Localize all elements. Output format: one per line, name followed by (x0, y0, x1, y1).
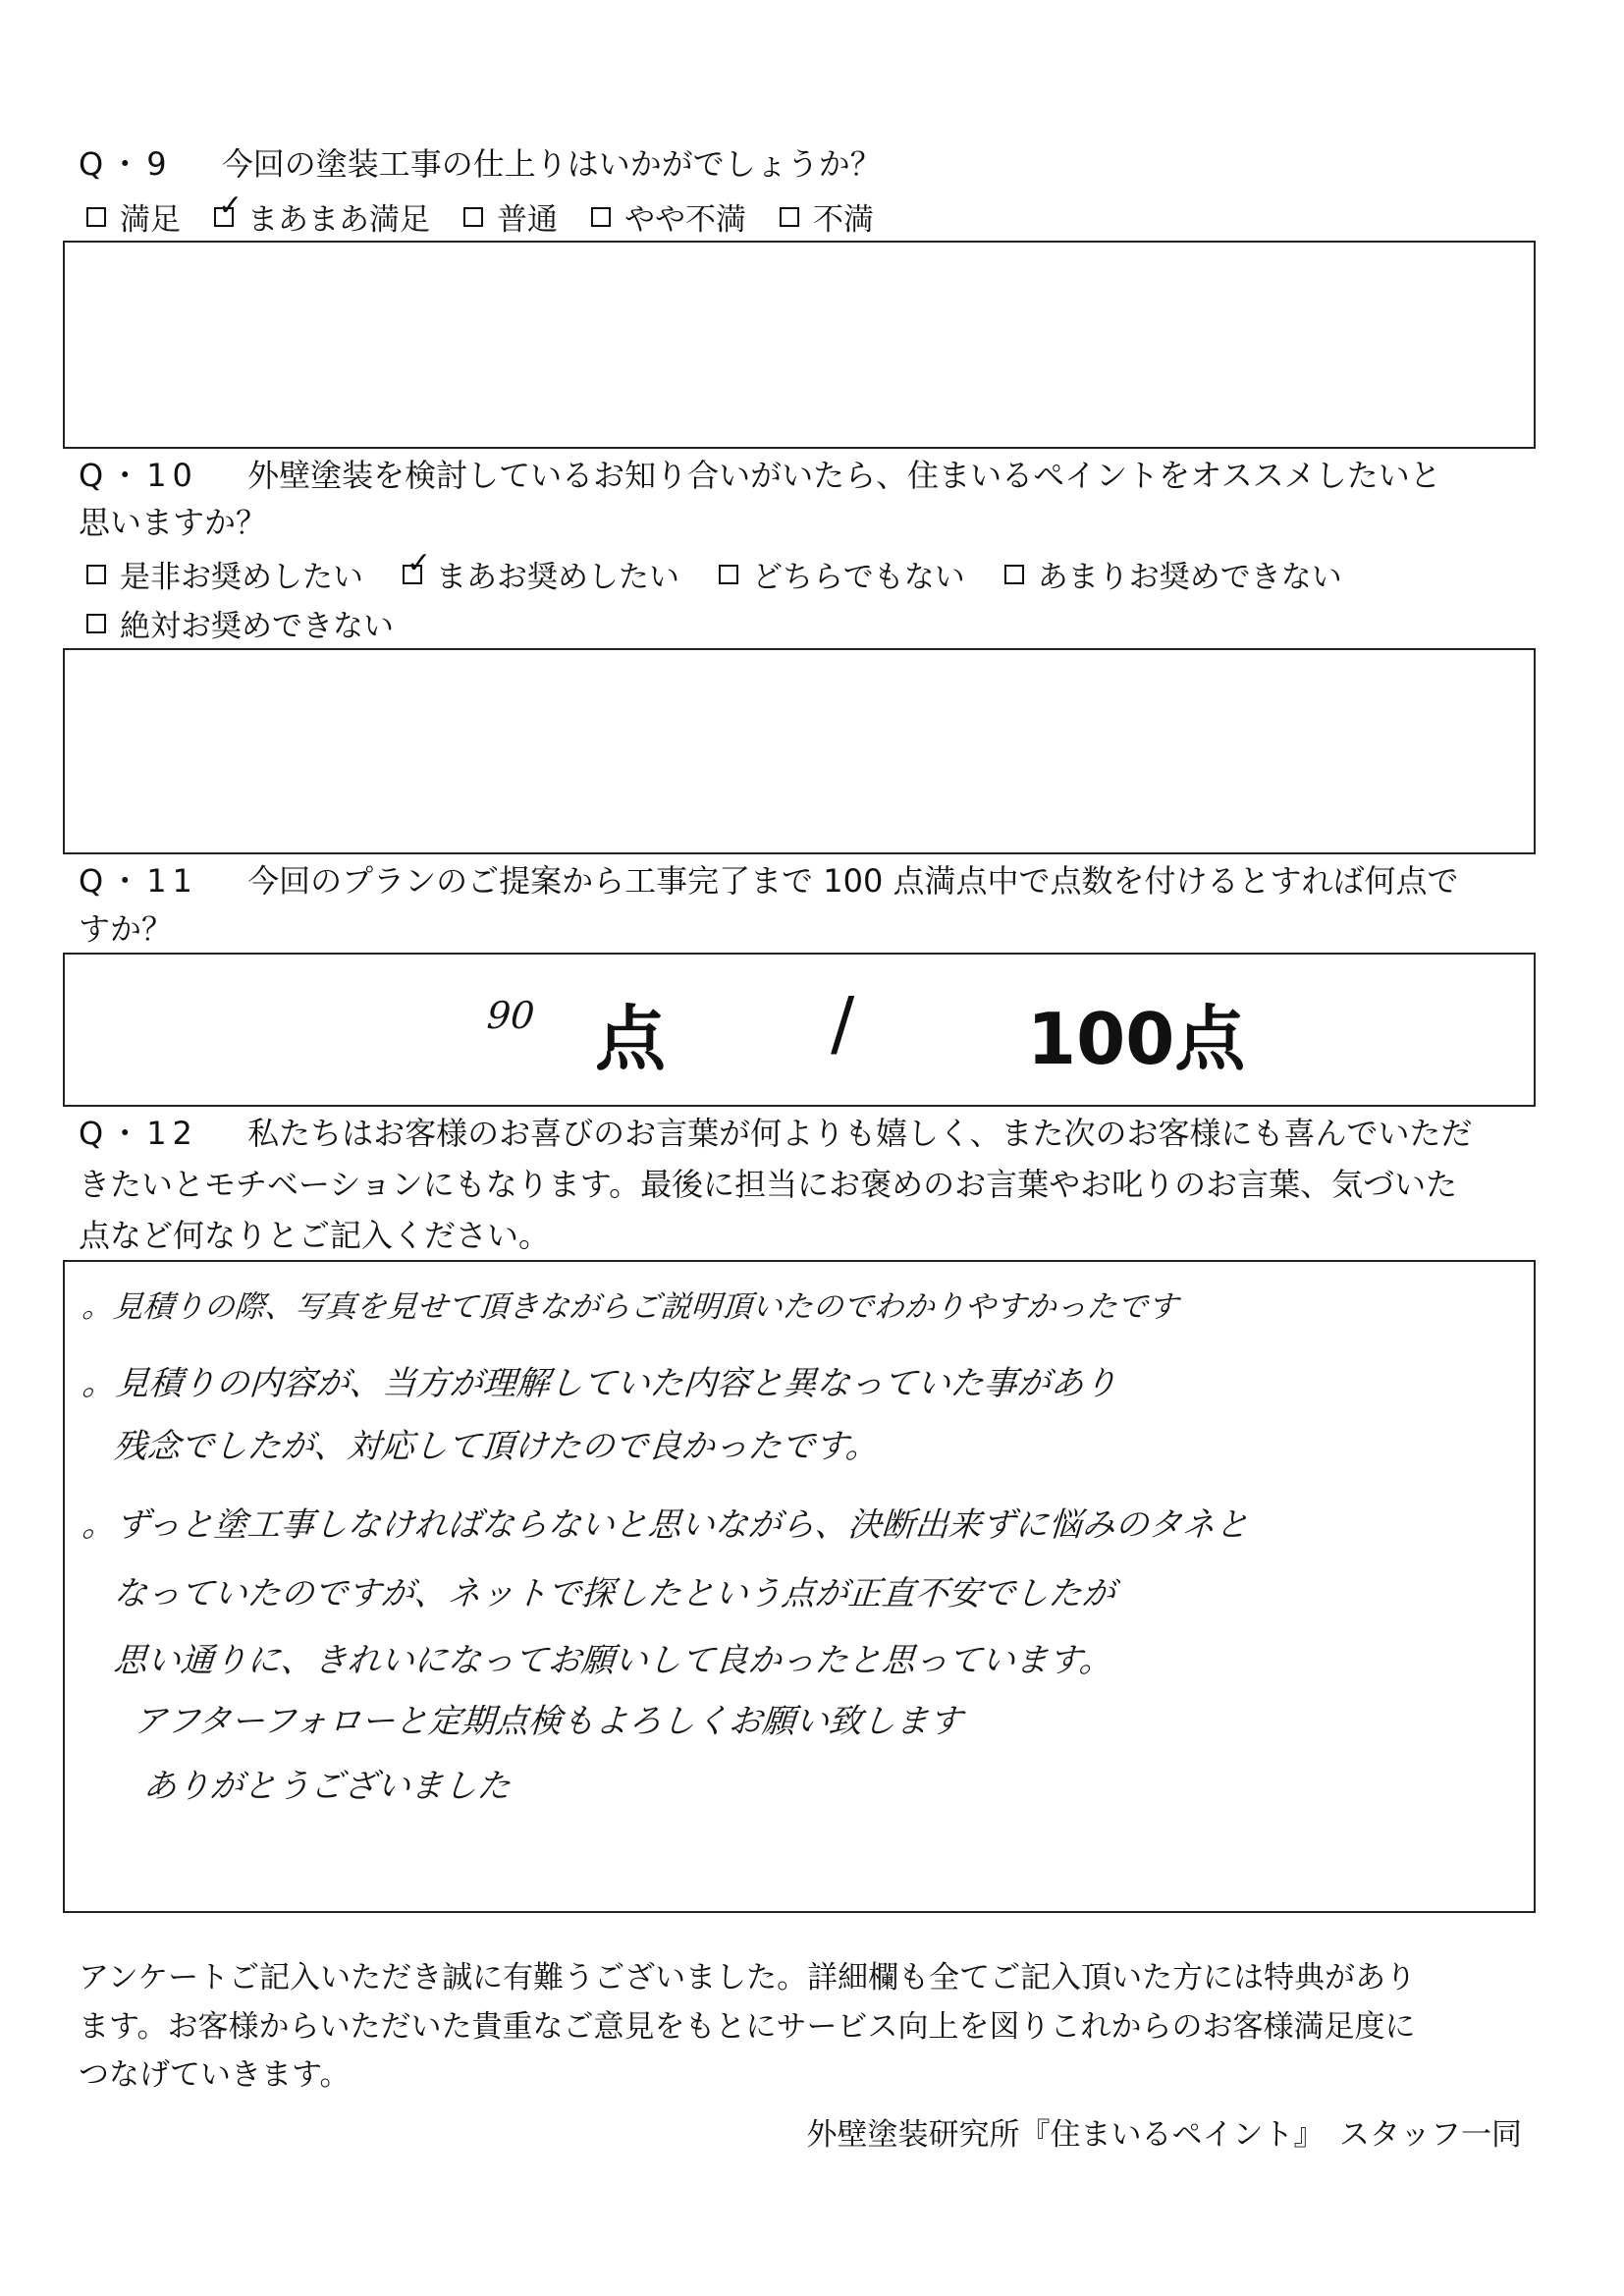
q9-option-2[interactable]: ✓ まあまあ満足 (214, 194, 430, 239)
q10-question-line1: 外壁塗装を検討しているお知り合いがいたら、住まいるペイントをオススメしたいと (247, 457, 1441, 494)
q10-answer-box[interactable] (63, 648, 1536, 854)
q9-answer-box[interactable] (63, 241, 1536, 449)
score-unit: 点 (595, 998, 667, 1080)
footer-line-1: アンケートご記入いただき誠に有難うございました。詳細欄も全てご記入頂いた方には特典があり (79, 1960, 1417, 1995)
answer-line-8: ありがとうございました (141, 1767, 513, 1806)
checkbox-icon[interactable] (86, 614, 106, 633)
answer-line-7: アフターフォローと定期点検もよろしくお願い致します (132, 1702, 964, 1741)
checkbox-icon[interactable] (591, 207, 611, 227)
q11-question-line2: すか？ (79, 910, 174, 948)
answer-line-5: なっていたのですが、ネットで探したという点が正直不安でしたが (112, 1574, 1117, 1613)
q9-option-1[interactable]: 満足 (86, 194, 181, 239)
answer-line-6: 思い通りに、きれいになってお願いして良かったと思っています。 (112, 1641, 1114, 1680)
q10-option-2[interactable]: ✓ まあお奨めしたい (403, 552, 679, 596)
q9-question-text: 今回の塗装工事の仕上りはいかがでしょうか？ (221, 145, 882, 183)
checkbox-icon[interactable] (719, 565, 738, 584)
q12-question (79, 1110, 1472, 1157)
answer-line-2: 。見積りの内容が、当方が理解していた内容と異なっていた事があり (81, 1364, 1119, 1403)
q10-option-5[interactable]: 絶対お奨めできない (86, 601, 394, 645)
answer-line-4: 。ずっと塗工事しなければならないと思いながら、決断出来ずに悩みのタネと (81, 1505, 1251, 1545)
q11-score-box (63, 953, 1536, 1107)
footer-signature: 外壁塗装研究所『住まいるペイント』 スタッフ一同 (806, 2117, 1522, 2153)
q9-option-5[interactable]: 不満 (780, 194, 874, 239)
q11-question-line1: 今回のプランのご提案から工事完了まで 100 点満点中で点数を付けるとすれば何点で (247, 862, 1459, 900)
check-mark-icon: ✓ (406, 545, 432, 580)
q12-question-line3: 点など何なりとご記入ください。 (79, 1217, 551, 1254)
q9-question (79, 140, 882, 188)
checkbox-icon[interactable] (780, 207, 799, 227)
max-score: 100点 (1027, 998, 1246, 1080)
q10-option-4[interactable]: あまりお奨めできない (1004, 552, 1342, 596)
footer-line-2: ます。お客様からいただいた貴重なご意見をもとにサービス向上を図りこれからのお客様満足度に (79, 2008, 1416, 2045)
q10-number: Q・10 (79, 457, 198, 494)
footer-line-3: つなげていきます。 (79, 2057, 351, 2094)
q10-options-row1 (86, 545, 1376, 596)
q10-question (79, 452, 1441, 499)
score-slash: / (831, 982, 855, 1065)
answer-line-3: 残念でしたが、対応して頂けたので良かったです。 (112, 1427, 881, 1466)
answer-line-1: 。見積りの際、写真を見せて頂きながらご説明頂いたのでわかりやすかったです (81, 1289, 1180, 1325)
q9-number: Q・9 (79, 145, 173, 183)
q12-question-line1: 私たちはお客様のお喜びのお言葉が何よりも嬉しく、また次のお客様にも喜んでいただ (247, 1115, 1473, 1152)
q10-question-line2: 思いますか？ (79, 504, 268, 541)
q10-options-row2 (86, 601, 427, 645)
check-mark-icon: ✓ (218, 188, 244, 223)
q10-option-3[interactable]: どちらでもない (719, 552, 965, 596)
footer-note (79, 1954, 1416, 2101)
q9-option-3[interactable]: 普通 (463, 194, 558, 239)
checkbox-icon[interactable] (463, 207, 483, 227)
q9-option-4[interactable]: やや不満 (591, 194, 746, 239)
handwritten-score: 90 (485, 994, 536, 1037)
checkbox-icon[interactable] (86, 207, 106, 227)
q10-option-1[interactable]: 是非お奨めしたい (86, 552, 363, 596)
q11-question (79, 857, 1459, 904)
q11-number: Q・11 (79, 862, 198, 900)
q12-question-line2: きたいとモチベーションにもなります。最後に担当にお褒めのお言葉やお叱りのお言葉、気づいた (79, 1166, 1458, 1203)
q12-number: Q・12 (79, 1115, 198, 1152)
checkbox-icon[interactable] (1004, 565, 1024, 584)
q9-options (86, 188, 907, 239)
checkbox-icon[interactable] (86, 565, 106, 584)
q12-answer-box (63, 1260, 1536, 1913)
checkbox-checked-icon[interactable] (403, 545, 432, 584)
checkbox-checked-icon[interactable] (214, 188, 244, 227)
